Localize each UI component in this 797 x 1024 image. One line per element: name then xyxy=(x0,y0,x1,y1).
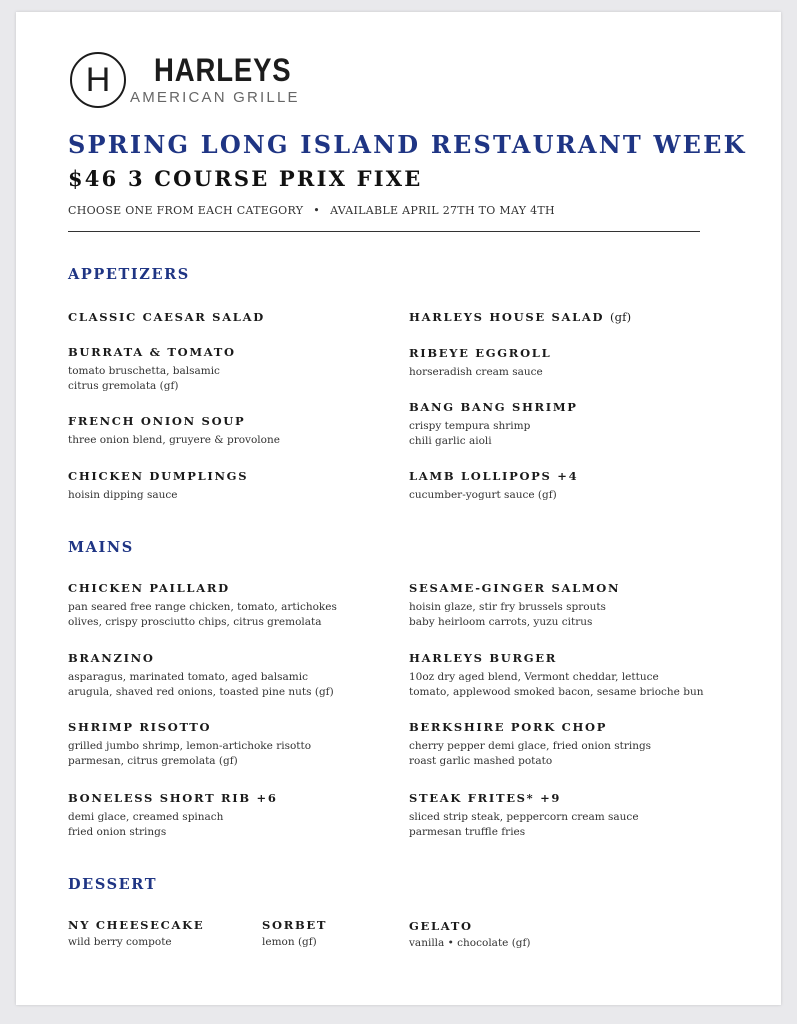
menu-item xyxy=(68,414,280,448)
item-name: CLASSIC CAESAR SALAD xyxy=(68,310,265,324)
item-name: BERKSHIRE PORK CHOP xyxy=(409,720,608,734)
appetizers-heading: APPETIZERS xyxy=(68,266,190,283)
item-description xyxy=(68,488,248,503)
item-name-text: HARLEYS HOUSE SALAD xyxy=(409,310,605,324)
item-description-line: olives, crispy prosciutto chips, citrus gremolata xyxy=(68,616,322,628)
item-name xyxy=(409,310,631,325)
item-name: GELATO xyxy=(409,919,473,933)
item-description-line: tomato, applewood smoked bacon, sesame brioche bun xyxy=(409,686,704,698)
item-description xyxy=(68,739,311,769)
item-name: NY CHEESECAKE xyxy=(68,918,205,932)
menu-item xyxy=(409,651,703,700)
item-description-line: roast garlic mashed potato xyxy=(409,755,553,767)
menu-title: SPRING LONG ISLAND RESTAURANT WEEK xyxy=(68,130,747,159)
item-description-line: chili garlic aioli xyxy=(409,435,492,447)
item-description-line: three onion blend, gruyere & provolone xyxy=(68,434,280,446)
item-description-line: cucumber-yogurt sauce (gf) xyxy=(409,489,557,501)
menu-item xyxy=(68,469,248,503)
item-description-line: citrus gremolata (gf) xyxy=(68,380,179,392)
header-divider xyxy=(68,231,700,232)
item-description xyxy=(409,365,551,380)
logo-name: HARLEYS xyxy=(154,52,292,88)
item-description-line: sliced strip steak, peppercorn cream sauce xyxy=(409,811,639,823)
item-name: BANG BANG SHRIMP xyxy=(409,400,578,414)
item-name: HARLEYS BURGER xyxy=(409,651,557,665)
menu-item xyxy=(409,720,651,769)
item-description-line: crispy tempura shrimp xyxy=(409,420,531,432)
menu-item xyxy=(409,581,620,630)
menu-item xyxy=(68,720,311,769)
instructions-separator: • xyxy=(313,204,321,217)
item-description xyxy=(68,364,236,394)
item-name: SHRIMP RISOTTO xyxy=(68,720,212,734)
item-name: RIBEYE EGGROLL xyxy=(409,346,552,360)
item-description xyxy=(409,670,703,700)
menu-item xyxy=(409,469,578,503)
item-description-line: pan seared free range chicken, tomato, artichokes xyxy=(68,601,337,613)
menu-item xyxy=(409,310,631,325)
mains-heading: MAINS xyxy=(68,539,134,556)
item-description-line: arugula, shaved red onions, toasted pine nuts (gf) xyxy=(68,686,334,698)
menu-item xyxy=(68,310,265,325)
item-description xyxy=(262,935,327,950)
menu-instructions xyxy=(68,204,555,217)
item-name: BONELESS SHORT RIB +6 xyxy=(68,791,278,805)
item-name: CHICKEN PAILLARD xyxy=(68,581,230,595)
item-description-line: horseradish cream sauce xyxy=(409,366,543,378)
item-description xyxy=(68,600,337,630)
menu-item xyxy=(409,791,639,840)
dessert-heading: DESSERT xyxy=(68,876,158,893)
item-description-line: wild berry compote xyxy=(68,936,172,948)
item-description-line: tomato bruschetta, balsamic xyxy=(68,365,220,377)
item-name: SORBET xyxy=(262,918,328,932)
item-description-line: baby heirloom carrots, yuzu citrus xyxy=(409,616,593,628)
item-description-line: hoisin glaze, stir fry brussels sprouts xyxy=(409,601,606,613)
item-description-line: hoisin dipping sauce xyxy=(68,489,178,501)
item-description-line: grilled jumbo shrimp, lemon-artichoke risotto xyxy=(68,740,312,752)
item-description-line: asparagus, marinated tomato, aged balsamic xyxy=(68,671,308,683)
menu-item xyxy=(68,345,236,394)
menu-item xyxy=(262,918,327,950)
item-description xyxy=(68,810,278,840)
menu-item xyxy=(68,651,334,700)
harleys-logo xyxy=(70,52,330,122)
menu-item xyxy=(68,581,337,630)
item-description xyxy=(409,810,639,840)
item-name: LAMB LOLLIPOPS +4 xyxy=(409,469,579,483)
item-description-line: demi glace, creamed spinach xyxy=(68,811,224,823)
item-description-line: parmesan, citrus gremolata (gf) xyxy=(68,755,238,767)
menu-item xyxy=(68,791,278,840)
menu-subtitle: $46 3 COURSE PRIX FIXE xyxy=(68,166,423,191)
item-description-line: parmesan truffle fries xyxy=(409,826,526,838)
item-name: BRANZINO xyxy=(68,651,155,665)
menu-page xyxy=(16,12,781,1005)
logo-monogram: H xyxy=(70,52,126,108)
menu-item xyxy=(409,346,551,380)
instructions-choose: CHOOSE ONE FROM EACH CATEGORY xyxy=(68,204,304,217)
item-description xyxy=(68,935,204,950)
item-description xyxy=(409,739,651,769)
item-tag: (gf) xyxy=(609,310,632,324)
menu-item xyxy=(409,400,578,449)
menu-item xyxy=(409,919,531,951)
item-description xyxy=(409,936,531,951)
item-name: STEAK FRITES* +9 xyxy=(409,791,562,805)
item-description-line: lemon (gf) xyxy=(262,936,317,948)
item-description-line: 10oz dry aged blend, Vermont cheddar, lettuce xyxy=(409,671,659,683)
instructions-availability: AVAILABLE APRIL 27TH TO MAY 4TH xyxy=(330,204,555,217)
item-description xyxy=(409,600,620,630)
item-description-line: vanilla • chocolate (gf) xyxy=(409,937,531,949)
item-description xyxy=(68,433,280,448)
item-name: FRENCH ONION SOUP xyxy=(68,414,246,428)
menu-item xyxy=(68,918,204,950)
item-name: BURRATA & TOMATO xyxy=(68,345,236,359)
item-description xyxy=(409,419,578,449)
item-description xyxy=(409,488,578,503)
item-name: SESAME-GINGER SALMON xyxy=(409,581,621,595)
item-description-line: fried onion strings xyxy=(68,826,167,838)
item-description-line: cherry pepper demi glace, fried onion strings xyxy=(409,740,652,752)
item-description xyxy=(68,670,334,700)
item-name: CHICKEN DUMPLINGS xyxy=(68,469,249,483)
logo-tagline: AMERICAN GRILLE xyxy=(130,89,300,106)
